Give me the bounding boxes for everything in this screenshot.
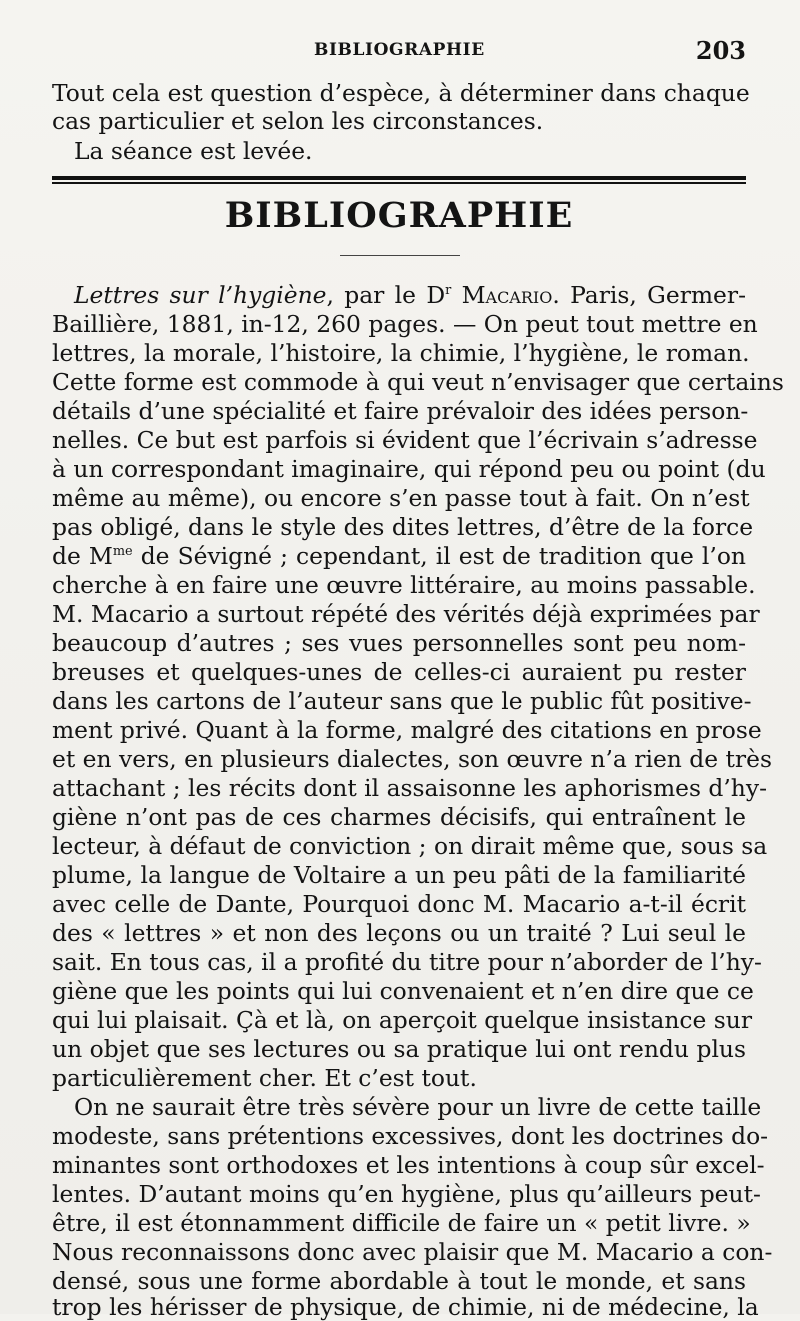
mme-sup: me <box>112 544 133 560</box>
intro-line-1: Tout cela est question d’espèce, à déterminer dans chaque <box>52 79 750 107</box>
review-line: être, il est étonnamment difficile de faire un « petit livre. » <box>52 1209 751 1237</box>
review-line: Baillière, 1881, in-12, 260 pages. — On peut tout mettre en <box>52 310 758 338</box>
review-line: Cette forme est commode à qui veut n’envisager que certains <box>52 368 784 396</box>
running-title: BIBLIOGRAPHIE <box>314 40 485 60</box>
review-line: lecteur, à défaut de conviction ; on dirait même que, sous sa <box>52 832 768 860</box>
review-citation-line <box>52 281 746 309</box>
review-line: nelles. Ce but est parfois si évident que l’écrivain s’adresse <box>52 426 758 454</box>
review-line: M. Macario a surtout répété des vérités déjà exprimées par <box>52 600 760 628</box>
review-line: modeste, sans prétentions excessives, dont les doctrines do- <box>52 1122 769 1150</box>
review-line: plume, la langue de Voltaire a un peu pâti de la familiarité <box>52 861 746 889</box>
intro-line-2: cas particulier et selon les circonstances. <box>52 107 544 135</box>
book-author: Macario <box>461 281 553 309</box>
review-line: détails d’une spécialité et faire prévaloir des idées person- <box>52 397 749 425</box>
review-line: qui lui plaisait. Çà et là, on aperçoit quelque insistance sur <box>52 1006 753 1034</box>
review-line: giène que les points qui lui convenaient et n’en dire que ce <box>52 977 754 1005</box>
mme-rest: de Sévigné ; cependant, il est de tradition que l’on <box>132 542 746 570</box>
review-line: avec celle de Dante, Pourquoi donc M. Macario a-t-il écrit <box>52 890 746 918</box>
citation-by: , par le D <box>326 281 446 309</box>
review-line: giène n’ont pas de ces charmes décisifs, qui entraînent le <box>52 803 746 831</box>
citation-rest: . Paris, Germer- <box>552 281 746 309</box>
review-line: beaucoup d’autres ; ses vues personnelles sont peu nom- <box>52 629 746 657</box>
review-line: minantes sont orthodoxes et les intentions à coup sûr excel- <box>52 1151 765 1179</box>
running-header <box>52 36 746 70</box>
review-line: dans les cartons de l’auteur sans que le public fût positive- <box>52 687 752 715</box>
title-underline <box>340 255 460 256</box>
section-divider-thick <box>52 176 746 180</box>
book-title: Lettres sur l’hygiène <box>74 281 327 309</box>
review-line: même au même), ou encore s’en passe tout à fait. On n’est <box>52 484 750 512</box>
section-divider-thin <box>52 182 746 184</box>
review-line: ment privé. Quant à la forme, malgré des citations en prose <box>52 716 762 744</box>
mme-prefix: de M <box>52 542 113 570</box>
review-line: lettres, la morale, l’histoire, la chimie, l’hygiène, le roman. <box>52 339 750 367</box>
review-line: attachant ; les récits dont il assaisonne les aphorismes d’hy- <box>52 774 767 802</box>
review-line: densé, sous une forme abordable à tout le monde, et sans <box>52 1267 746 1295</box>
review-line: Nous reconnaissons donc avec plaisir que M. Macario a con- <box>52 1238 773 1266</box>
review-line: cherche à en faire une œuvre littéraire, au moins passable. <box>52 571 756 599</box>
review-line: breuses et quelques-unes de celles-ci auraient pu rester <box>52 658 746 686</box>
review-line: et en vers, en plusieurs dialectes, son œuvre n’a rien de très <box>52 745 772 773</box>
review-line: sait. En tous cas, il a profité du titre pour n’aborder de l’hy- <box>52 948 762 976</box>
session-closing: La séance est levée. <box>74 137 313 165</box>
page-number: 203 <box>695 36 746 65</box>
review-line: un objet que ses lectures ou sa pratique lui ont rendu plus <box>52 1035 746 1063</box>
review-line: trop les hérisser de physique, de chimie, ni de médecine, la <box>52 1293 759 1321</box>
review-line-mme <box>52 542 746 570</box>
review-line: des « lettres » et non des leçons ou un traité ? Lui seul le <box>52 919 746 947</box>
review-paragraph-end: particulièrement cher. Et c’est tout. <box>52 1064 477 1092</box>
review-line: pas obligé, dans le style des dites lettres, d’être de la force <box>52 513 754 541</box>
review-line: à un correspondant imaginaire, qui répond peu ou point (du <box>52 455 766 483</box>
section-title: BIBLIOGRAPHIE <box>224 195 574 236</box>
review-line: lentes. D’autant moins qu’en hygiène, plus qu’ailleurs peut- <box>52 1180 761 1208</box>
review-line: On ne saurait être très sévère pour un livre de cette taille <box>74 1093 762 1121</box>
citation-by-sup: r <box>445 283 452 299</box>
